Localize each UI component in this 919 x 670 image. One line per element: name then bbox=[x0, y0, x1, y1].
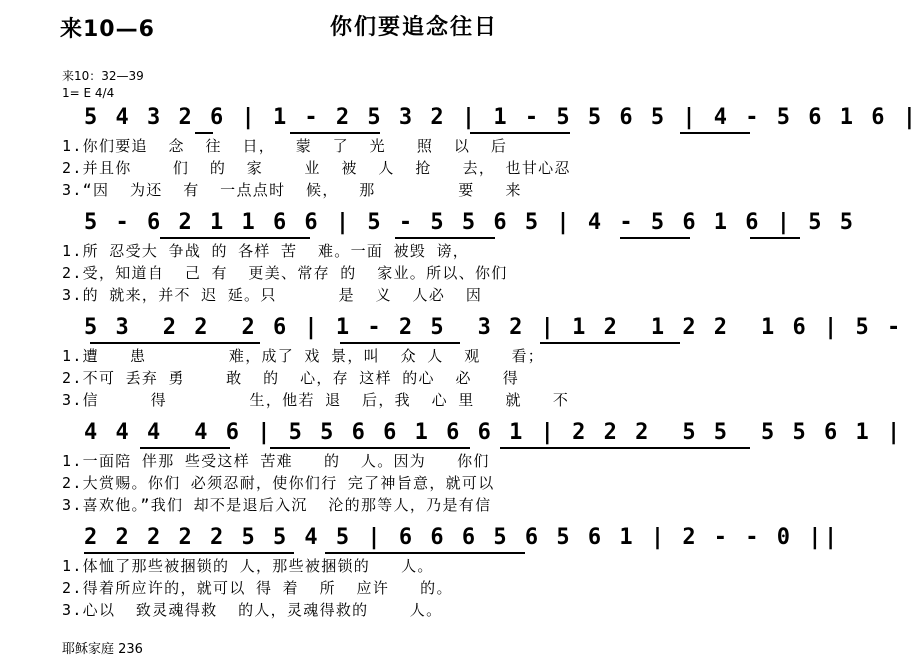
notes-line: 4 4 4 4 6 | 5 5 6 6 1 6 6 1 | 2 2 2 5 5 5 5 6 1 | bbox=[84, 420, 903, 445]
underline bbox=[750, 237, 800, 239]
underline bbox=[395, 237, 495, 239]
underline bbox=[84, 552, 294, 554]
verse-1-line: 1.遭 患 难，成了 戏 景，叫 众 人 观 看； bbox=[62, 347, 545, 365]
verse-3-line: 3.的 就来，并不 迟 延。只 是 义 人必 因 bbox=[62, 286, 483, 304]
score-row-4 bbox=[0, 420, 903, 530]
notes-line: 2 2 2 2 2 5 5 4 5 | 6 6 6 5 6 5 6 1 | 2 - - 0 || bbox=[84, 525, 840, 550]
verse-2-line: 2.受，知道自 己 有 更美、常存 的 家业。所以、你们 bbox=[62, 264, 508, 282]
notes-line: 5 - 6 2 1 1 6 6 | 5 - 5 5 6 5 | 4 - 5 6 1 6 | 5 5 bbox=[84, 210, 856, 235]
score-row-5 bbox=[0, 525, 840, 635]
underline bbox=[325, 552, 525, 554]
score-row-1 bbox=[0, 105, 919, 215]
score-row-3 bbox=[0, 315, 903, 425]
verse-3-line: 3.“因 为还 有 一点点时 候， 那 要 来 bbox=[62, 181, 522, 199]
underline bbox=[500, 447, 750, 449]
verse-3-line: 3.信 得 生，他若 退 后，我 心 里 就 不 bbox=[62, 391, 570, 409]
underline bbox=[540, 342, 680, 344]
score-row-2 bbox=[0, 210, 856, 320]
verse-2-line: 2.不可 丢弃 勇 敢 的 心，存 这样 的心 必 得 bbox=[62, 369, 520, 387]
verse-2-line: 2.大赏赐。你们 必须忍耐，使你们行 完了神旨意，就可以 bbox=[62, 474, 495, 492]
verse-1-line: 1.所 忍受大 争战 的 各样 苦 难。一面 被毁 谤， bbox=[62, 242, 470, 260]
underline bbox=[160, 237, 310, 239]
verse-1-line: 1.一面陪 伴那 些受这样 苦难 的 人。因为 你们 bbox=[62, 452, 490, 470]
underline bbox=[270, 447, 470, 449]
verse-2-line: 2.得着所应许的，就可以 得 着 所 应许 的。 bbox=[62, 579, 453, 597]
underline bbox=[680, 132, 750, 134]
underline bbox=[90, 342, 260, 344]
verse-2-line: 2.并且你 们 的 家 业 被 人 抢 去， 也甘心忍 bbox=[62, 159, 571, 177]
verse-3-line: 3.心以 致灵魂得救 的人，灵魂得救的 人。 bbox=[62, 601, 443, 619]
underline bbox=[195, 132, 213, 134]
key-signature: 1= E 4/4 bbox=[62, 86, 115, 100]
page-footer: 耶稣家庭 236 bbox=[62, 642, 143, 657]
underline bbox=[340, 342, 460, 344]
scripture-reference: 来10：32—39 bbox=[62, 69, 144, 83]
notes-line: 5 4 3 2 6 | 1 - 2 5 3 2 | 1 - 5 5 6 5 | 4 - 5 6 1 6 | bbox=[84, 105, 919, 130]
hymn-code: 来10—6 bbox=[60, 17, 155, 42]
notes-line: 5 3 2 2 2 6 | 1 - 2 5 3 2 | 1 2 1 2 2 1 6 | 5 - bbox=[84, 315, 903, 340]
underline bbox=[470, 132, 570, 134]
verse-1-line: 1.你们要追 念 往 日， 蒙 了 光 照 以 后 bbox=[62, 137, 508, 155]
verse-1-line: 1.体恤了那些被捆锁的 人，那些被捆锁的 人。 bbox=[62, 557, 434, 575]
underline bbox=[290, 132, 380, 134]
verse-3-line: 3.喜欢他。”我们 却不是退后入沉 沦的那等人，乃是有信 bbox=[62, 496, 492, 514]
underline bbox=[620, 237, 690, 239]
underline bbox=[140, 447, 230, 449]
hymn-title: 你们要追念往日 bbox=[330, 15, 499, 40]
